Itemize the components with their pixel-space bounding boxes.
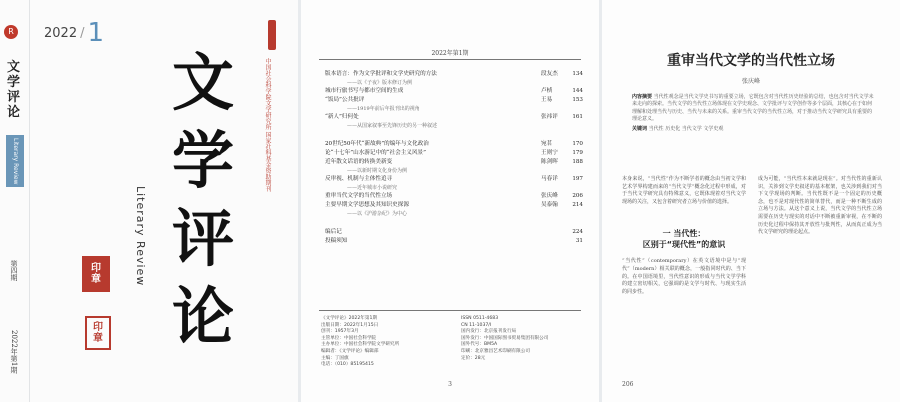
toc-subtitle: ——1919年前后年报刊出的视角: [347, 106, 420, 112]
spine-year: 2022年第1期: [10, 330, 18, 374]
red-seal-icon: [268, 20, 276, 50]
article-column-left: [622, 176, 746, 296]
cover-year-issue: [44, 18, 104, 48]
abstract-text: 当代性观念是当代文学史书写的重要立场，它既包含对当代性历史经验的总结，也包含对当代文学未来走向的探索。当代文学的当代性立场体现在文学史观念、文学批评与文学创作等多个层面，其核心在于如何理解和处理当代与历史、当代与未来的关系。重审当代文学的当代性立场，对于推动当代文学研究具有重要的理论意义。: [632, 94, 874, 123]
toc-entry-title: 反审视、机制与主体性追寻: [325, 176, 393, 182]
toc-subtitle: ——近年城市小说研究: [347, 185, 398, 191]
red-seal-icon: 印 章: [82, 256, 110, 292]
toc-entry-title: 近年散文话语的转换美新变: [325, 159, 393, 165]
toc-entry-page: 161: [572, 114, 583, 120]
toc-entry-page: 144: [572, 88, 583, 94]
toc-entry-page: 31: [575, 238, 583, 244]
toc-entry-title: 投稿须知: [325, 238, 348, 244]
section-heading-line: 一 当代性：: [662, 229, 706, 239]
toc-entry-author: 卢桢: [541, 88, 553, 94]
spine-issue: 第四期: [10, 260, 18, 281]
toc-entry[interactable]: [325, 192, 583, 201]
abstract-label: 内容摘要: [632, 94, 653, 100]
spine-title-char: 学: [7, 75, 21, 90]
toc-entry-title: “新人”归何处: [325, 114, 359, 120]
calligraphy-char: 文: [171, 46, 234, 119]
toc-entry-author: 张祎评: [541, 114, 558, 120]
toc-entry-title: “饭局”公共批评: [325, 97, 365, 103]
toc-entry-title: 城市行旅书写与都市空间的生成: [325, 88, 404, 94]
imprint-line: 主编：丁国旗: [321, 355, 349, 361]
toc-subtitle: ——以《沪游杂纪》为中心: [347, 211, 408, 217]
toc-entry-title: 主要早期文学思想及其知识史探源: [325, 202, 409, 208]
keywords: [632, 126, 874, 133]
spine-title-char: 评: [7, 90, 21, 105]
toc-entry[interactable]: [325, 70, 583, 79]
toc-entry-page: 188: [572, 159, 583, 165]
article-title: 重审当代文学的当代性立场: [667, 53, 835, 69]
article-author: 张庆峰: [741, 78, 760, 85]
toc-entry[interactable]: [325, 201, 583, 210]
article-abstract: [632, 94, 874, 133]
toc-spacer: [325, 130, 583, 140]
toc-list: [325, 70, 583, 246]
imprint-line: 主办单位：中国社会科学院文学研究所: [321, 342, 400, 348]
calligraphy-char: 学: [171, 124, 234, 197]
toc-entry[interactable]: [325, 140, 583, 149]
imprint-line: 国外发行：中国国际图书贸易集团有限公司: [461, 335, 549, 341]
imprint-line: 国内发行：北京报刊发行局: [461, 329, 517, 335]
cover-issue-number: 1: [87, 18, 105, 48]
toc-entry-title: 编后记: [325, 229, 342, 235]
divider: [319, 310, 581, 311]
section-heading: [622, 228, 746, 250]
toc-entry-author: 吴泰翰: [541, 202, 558, 208]
toc-entry[interactable]: [325, 113, 583, 122]
toc-entry[interactable]: [325, 158, 583, 167]
imprint-line: 印刷：北京雅昌艺术印刷有限公司: [461, 348, 530, 354]
toc-entry-page: 214: [572, 202, 583, 208]
calligraphy-char: 评: [171, 202, 234, 275]
toc-entry-page: 206: [572, 193, 583, 199]
toc-entry-page: 224: [572, 229, 583, 235]
imprint-line: 国外代号：BM5A: [461, 342, 498, 348]
keywords-label: 关键词: [632, 125, 648, 132]
toc-entry-author: 马春详: [541, 176, 558, 182]
spine-title-char: 文: [7, 60, 21, 75]
spine-title: [7, 60, 23, 120]
article-column-right: [758, 176, 882, 237]
paragraph: 成为可能，“当代性本来就是现在”。对当代性的重新认识，关涉到文学史叙述的基本框架，也关涉到我们对当下文学现场的判断。当代性既不是一个固定的历史概念，也不是对现代性的简单替代，而是一种不断生成的立场与方法。从这个意义上说，当代文学的当代性立场需要在历史与现实的对话中不断被重新审视，在不断的历史化过程中保持其开放性与批判性，从而真正成为当代文学研究的理论起点。: [758, 176, 882, 236]
paragraph: 本身来说，“当代性”作为不断学者的概念由当初文学和艺术学界构建而来的“当代文学”概念化过程中形成，对于当代文学研究具有特殊意义，它既体现着对当代文学现场的关注，又包含着研究者立场与价值的选择。: [622, 176, 746, 205]
toc-entry-author: [541, 228, 569, 237]
toc-entry-author: 张庆峰: [541, 193, 558, 199]
toc-entry[interactable]: [325, 87, 583, 96]
section-heading-line: 区别于“现代性”的意识: [642, 240, 726, 250]
toc-entry[interactable]: [325, 175, 583, 184]
imprint-line: 电话：（010）85195415: [321, 362, 374, 368]
imprint-line: 编辑者：《文学评论》编辑部: [321, 348, 379, 354]
toc-subtitle: ——以新时期文化身份为例: [347, 168, 408, 174]
toc-page: [301, 0, 599, 402]
spine-title-char: 论: [7, 105, 21, 120]
imprint-line: 《文学评论》2022年第1期: [321, 316, 377, 321]
keywords-text: 当代性 历史化 当代文学 文学史观: [648, 125, 724, 132]
cover-spine: [0, 0, 30, 402]
toc-entry-page: 153: [572, 97, 583, 103]
imprint-line: 出版日期：2022年1月15日: [321, 322, 379, 328]
cover-publisher: 中国社会科学院文学研究所 国家社科基金资助期刊: [264, 58, 271, 192]
toc-entry-author: 王则宁: [541, 150, 558, 156]
toc-entry-page: 170: [572, 141, 583, 147]
cover-english-title: Literary Review: [134, 186, 147, 287]
toc-entry-author: 段友杰: [541, 71, 558, 77]
toc-subtitle: ——从国家叙事至先锋历史的另一种叙述: [347, 123, 438, 129]
page-number: 206: [622, 381, 634, 388]
toc-entry-title: 重审当代文学的当代性立场: [325, 193, 393, 199]
toc-entry[interactable]: [325, 96, 583, 105]
paragraph: “当代性”（contemporary）在英文语境中是与“现代”（modern）相关联的概念，一般指同时代的、当下的。在中国语境里，当代性意识的形成与当代文学学科的建立密切相关，它强调的是文学与时代、与现实生活的同步性。: [622, 258, 746, 295]
toc-subtitle: ——以《子夜》版本修订为例: [347, 80, 413, 86]
toc-entry[interactable]: [325, 237, 583, 246]
calligraphy-char: 论: [171, 280, 234, 353]
imprint-line: 主管单位：中国社会科学院: [321, 335, 377, 341]
cover-page: [0, 0, 298, 402]
toc-entry[interactable]: [325, 149, 583, 158]
toc-spacer: [325, 218, 583, 228]
toc-header: 2022年第1期: [319, 48, 581, 60]
toc-entry-page: 179: [572, 150, 583, 156]
toc-entry-author: 宛茗: [541, 141, 553, 147]
toc-entry-author: [541, 237, 569, 246]
article-page: [602, 0, 900, 402]
imprint-line: ISSN 0511-4683: [461, 316, 499, 321]
imprint-line: 创刊：1957年3月: [321, 329, 359, 335]
toc-entry-page: 134: [572, 71, 583, 77]
cover-year: 2022: [44, 26, 78, 41]
toc-entry-title: 版本语言：作为文学批评和文学史研究的方法: [325, 71, 437, 77]
toc-entry-author: 陈剑晖: [541, 159, 558, 165]
toc-entry-title: 论“十七年”山水游记中的“社会主义风景”: [325, 150, 426, 156]
journal-logo-icon: R: [4, 25, 18, 39]
cover-calligraphy-title: [148, 44, 258, 356]
imprint-line: CN 11-1037/I: [461, 322, 492, 328]
imprint-left: [321, 316, 441, 369]
red-seal-outline-icon: 印 章: [85, 316, 111, 350]
spine-english-title: Literary Review: [6, 135, 24, 187]
toc-entry-title: 20世纪50年代“新故典”的编年与文化政治: [325, 141, 429, 147]
page-number: 3: [448, 381, 452, 388]
year-slash: /: [80, 26, 85, 41]
toc-entry-page: 197: [572, 176, 583, 182]
toc-entry-author: 王易: [541, 97, 553, 103]
imprint-right: [461, 316, 581, 362]
toc-entry[interactable]: [325, 228, 583, 237]
imprint-line: 定价：28元: [461, 355, 486, 361]
